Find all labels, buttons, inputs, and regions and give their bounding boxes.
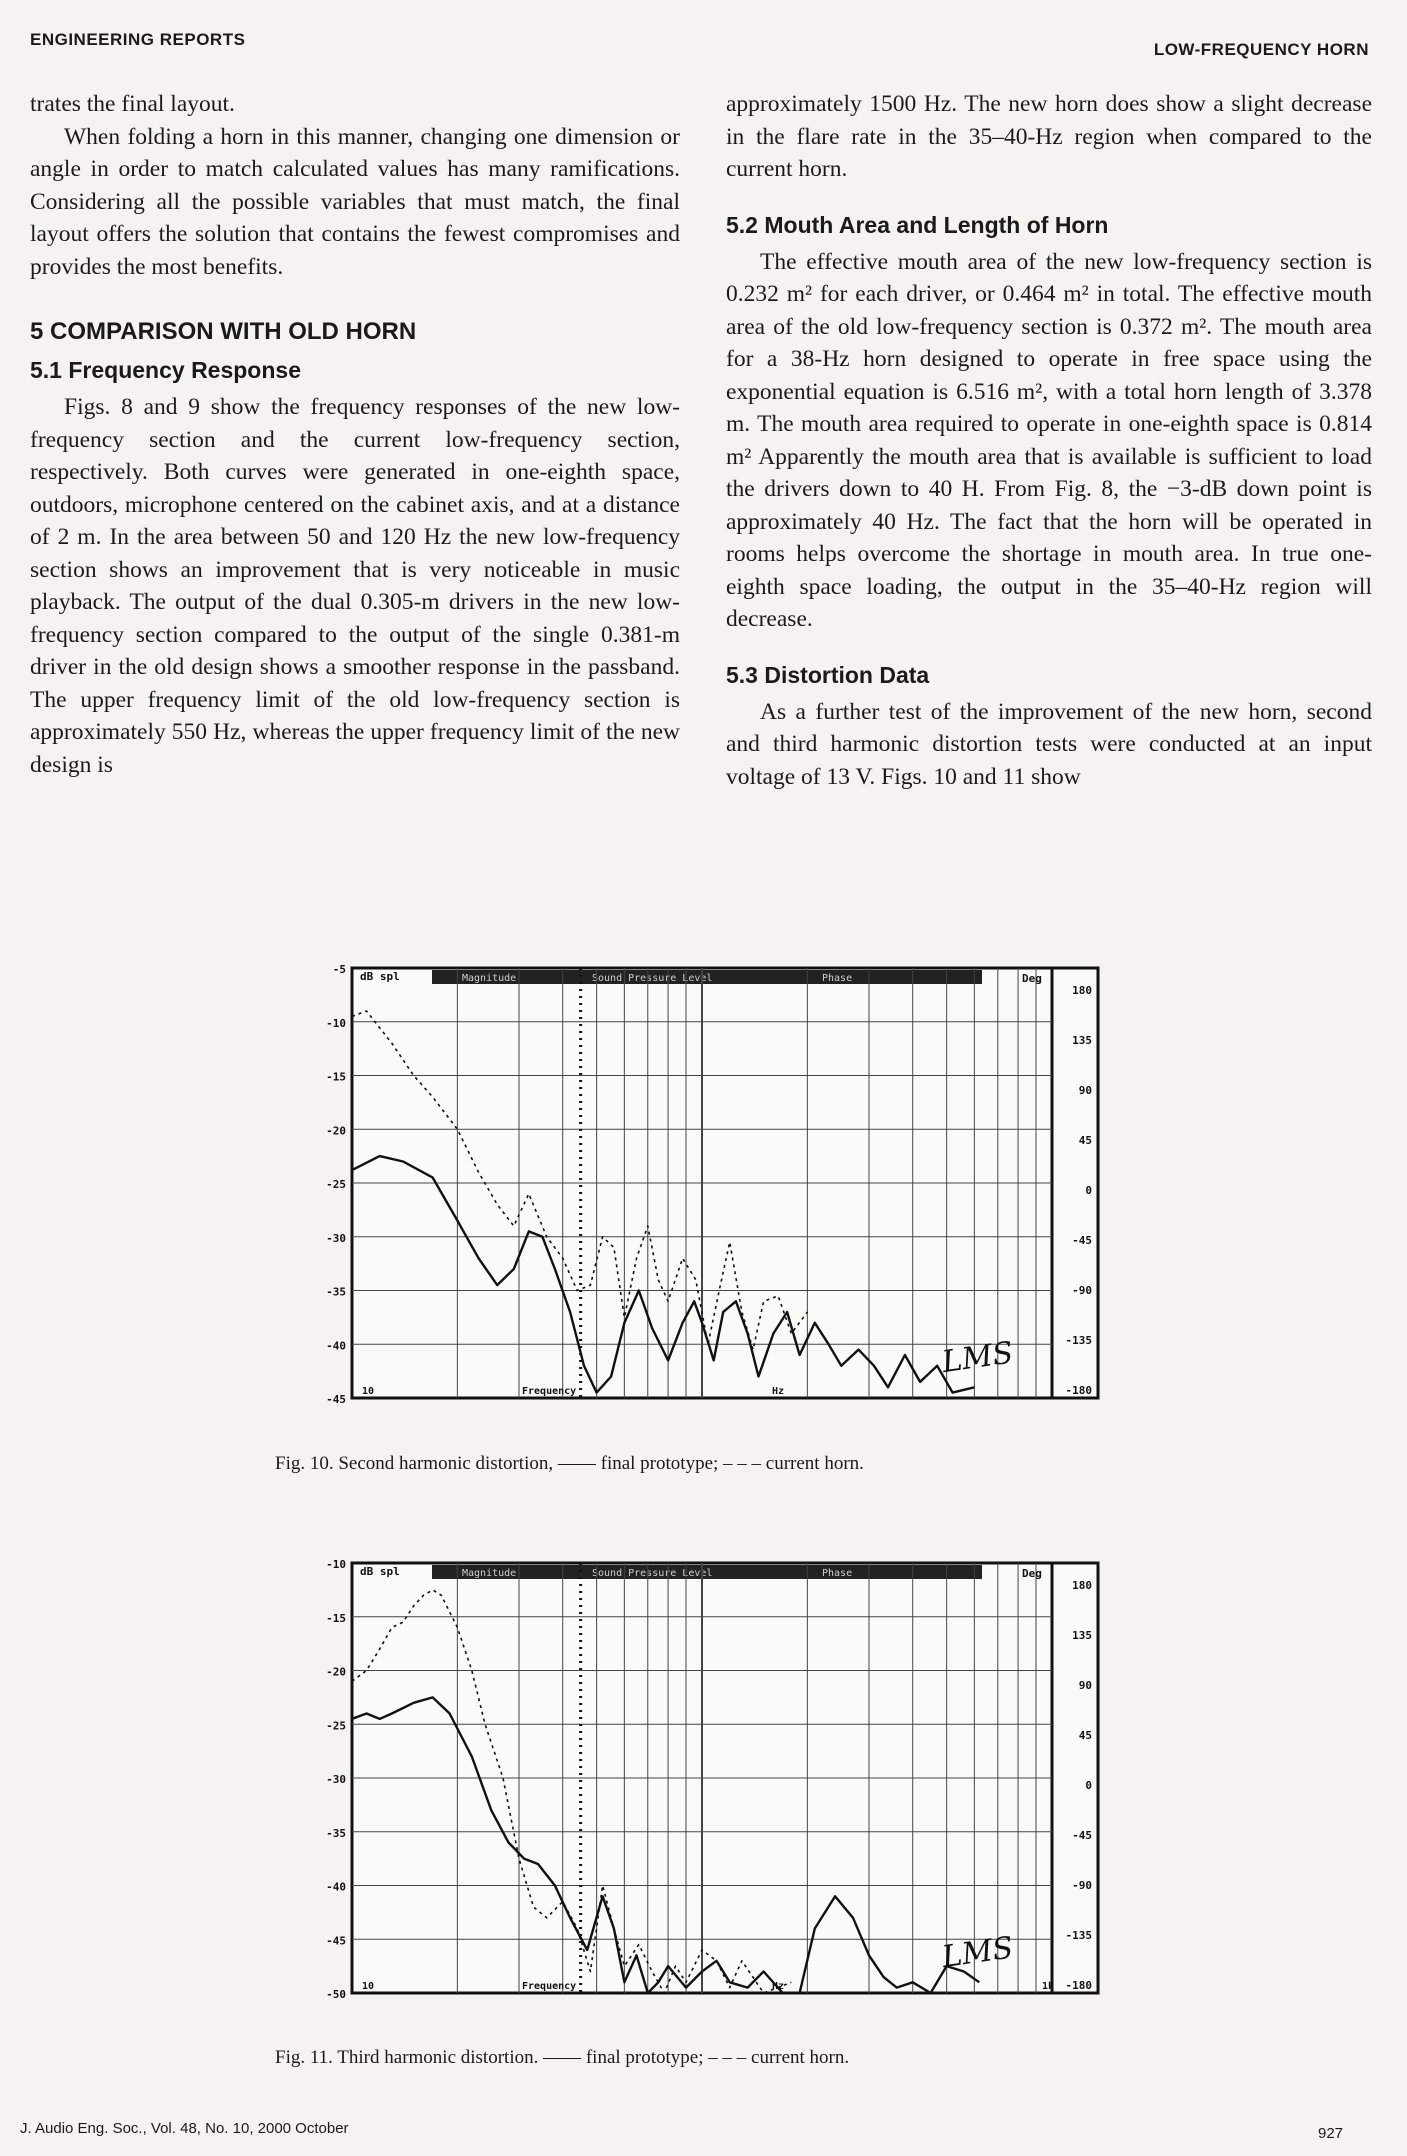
y-tick-label: -45	[326, 1934, 346, 1948]
right-tick-label: 45	[1078, 1729, 1092, 1742]
y-tick-label: -40	[326, 1339, 346, 1353]
right-tick-label: 45	[1078, 1134, 1092, 1147]
x-tick-label: 10	[362, 1386, 375, 1397]
right-tick-label: 135	[1072, 1629, 1092, 1642]
fig-11-caption: Fig. 11. Third harmonic distortion. —— final prototype; – – – current horn.	[275, 2047, 850, 2068]
right-tick-label: -135	[1065, 1929, 1092, 1942]
page-number: 927	[1318, 2125, 1344, 2142]
top-strip-label: Sound Pressure Level	[592, 1568, 713, 1579]
y-tick-label: -15	[326, 1611, 346, 1625]
y-unit-label: dB spl	[360, 970, 400, 983]
paragraph: approximately 1500 Hz. The new horn does show a slight decrease in the flare rate in the 35–40-Hz region when compared to the current horn.	[726, 91, 1372, 182]
signature-mark: LMS	[939, 1930, 1016, 1975]
paragraph: trates the final layout.	[30, 91, 235, 117]
right-tick-label: -45	[1072, 1829, 1092, 1842]
subsection-heading: 5.3 Distortion Data	[726, 661, 930, 688]
footer-citation: J. Audio Eng. Soc., Vol. 48, No. 10, 2000 October	[20, 2120, 349, 2137]
running-header-left: ENGINEERING REPORTS	[30, 30, 246, 49]
fig-10-caption: Fig. 10. Second harmonic distortion, —— final prototype; – – – current horn.	[275, 1453, 864, 1474]
fig-11-plot	[310, 1545, 1122, 2035]
top-strip-label: Phase	[822, 973, 853, 984]
subsection-heading: 5.2 Mouth Area and Length of Horn	[726, 211, 1109, 238]
x-tick-label: 1k	[1042, 1981, 1055, 1992]
section-heading: 5 COMPARISON WITH OLD HORN	[30, 318, 417, 345]
left-column	[30, 88, 680, 781]
top-strip-label: Magnitude	[462, 973, 517, 984]
right-unit-label: Deg	[1022, 972, 1042, 985]
figure-11	[310, 1545, 1122, 2035]
paragraph: As a further test of the improvement of the new horn, second and third harmonic distortion tests were conducted at an input voltage of 13 V. Figs. 10 and 11 show	[726, 698, 1372, 790]
y-tick-label: -50	[326, 1988, 346, 2001]
right-tick-label: -180	[1065, 1979, 1092, 1992]
y-unit-label: dB spl	[360, 1565, 400, 1578]
top-strip-label: Sound Pressure Level	[592, 973, 713, 984]
y-tick-label: -10	[326, 1558, 346, 1571]
right-tick-label: -180	[1065, 1384, 1092, 1397]
y-tick-label: -20	[326, 1665, 346, 1679]
top-strip-label: Magnitude	[462, 1568, 517, 1579]
right-tick-label: -90	[1072, 1879, 1092, 1892]
right-tick-label: 180	[1072, 984, 1092, 997]
right-column	[726, 88, 1372, 793]
y-tick-label: -35	[326, 1285, 346, 1299]
right-tick-label: 90	[1078, 1679, 1092, 1692]
x-tick-label: Frequency	[522, 1386, 577, 1397]
paragraph: When folding a horn in this manner, changing one dimension or angle in order to match calculated values has many ramifications. Considering all the possible variables that must match, the final layout offers the solution that contains the fewest compromises and provides the most benefits.	[30, 123, 680, 280]
right-tick-label: 135	[1072, 1034, 1092, 1047]
y-tick-label: -35	[326, 1826, 346, 1840]
figure-10	[310, 950, 1122, 1440]
running-header-right: LOW-FREQUENCY HORN	[1153, 40, 1369, 59]
right-tick-label: -90	[1072, 1284, 1092, 1297]
right-tick-label: -135	[1065, 1334, 1092, 1347]
y-tick-label: -5	[332, 963, 346, 976]
x-tick-label: Hz	[772, 1386, 785, 1397]
y-tick-label: -25	[326, 1178, 346, 1191]
y-tick-label: -15	[326, 1070, 346, 1084]
right-tick-label: 0	[1085, 1779, 1092, 1792]
y-tick-label: -10	[326, 1016, 346, 1030]
y-tick-label: -20	[326, 1124, 346, 1138]
x-tick-label: Frequency	[522, 1981, 577, 1992]
subsection-heading: 5.1 Frequency Response	[30, 357, 301, 383]
right-tick-label: 0	[1085, 1184, 1092, 1197]
right-tick-label: 180	[1072, 1579, 1092, 1592]
x-tick-label: Hz	[772, 1981, 785, 1992]
top-strip-label: Phase	[822, 1568, 853, 1579]
signature-mark: LMS	[939, 1335, 1016, 1380]
y-tick-label: -30	[326, 1773, 346, 1786]
paragraph: Figs. 8 and 9 show the frequency responses of the new low-frequency section and the current low-frequency section, respectively. Both curves were generated in one-eighth space, outdoors, microphone centered on the cabinet axis, and at a distance of 2 m. In the area between 50 and 120 Hz the new low-frequency section shows an improvement that is very noticeable in music playback. The output of the dual 0.305-m drivers in the new low-frequency section compared to the output of the single 0.381-m driver in the old design shows a smoother response in the passband. The upper frequency limit of the old low-frequency section is approximately 550 Hz, whereas the upper frequency limit of the new design is	[30, 394, 680, 778]
x-tick-label: 10	[362, 1981, 375, 1992]
right-unit-label: Deg	[1022, 1567, 1042, 1580]
fig-10-plot	[310, 950, 1122, 1440]
y-tick-label: -45	[326, 1393, 346, 1406]
y-tick-label: -40	[326, 1880, 346, 1894]
paragraph: The effective mouth area of the new low-frequency section is 0.232 m² for each driver, or 0.464 m² in total. The effective mouth area of the old low-frequency section is 0.372 m². The mouth area for a 38-Hz horn designed to operate in free space using the exponential equation is 6.516 m², with a total horn length of 3.378 m. The mouth area required to operate in one-eighth space is 0.814 m² Apparently the mouth area that is available is sufficient to load the drivers down to 40 H. From Fig. 8, the −3-dB down point is approximately 40 Hz. The fact that the horn will be operated in rooms helps overcome the shortage in mouth area. In true one-eighth space loading, the output in the 35–40-Hz region will decrease.	[726, 248, 1372, 632]
right-tick-label: 90	[1078, 1084, 1092, 1097]
right-tick-label: -45	[1072, 1234, 1092, 1247]
y-tick-label: -25	[326, 1719, 346, 1733]
y-tick-label: -30	[326, 1231, 346, 1245]
